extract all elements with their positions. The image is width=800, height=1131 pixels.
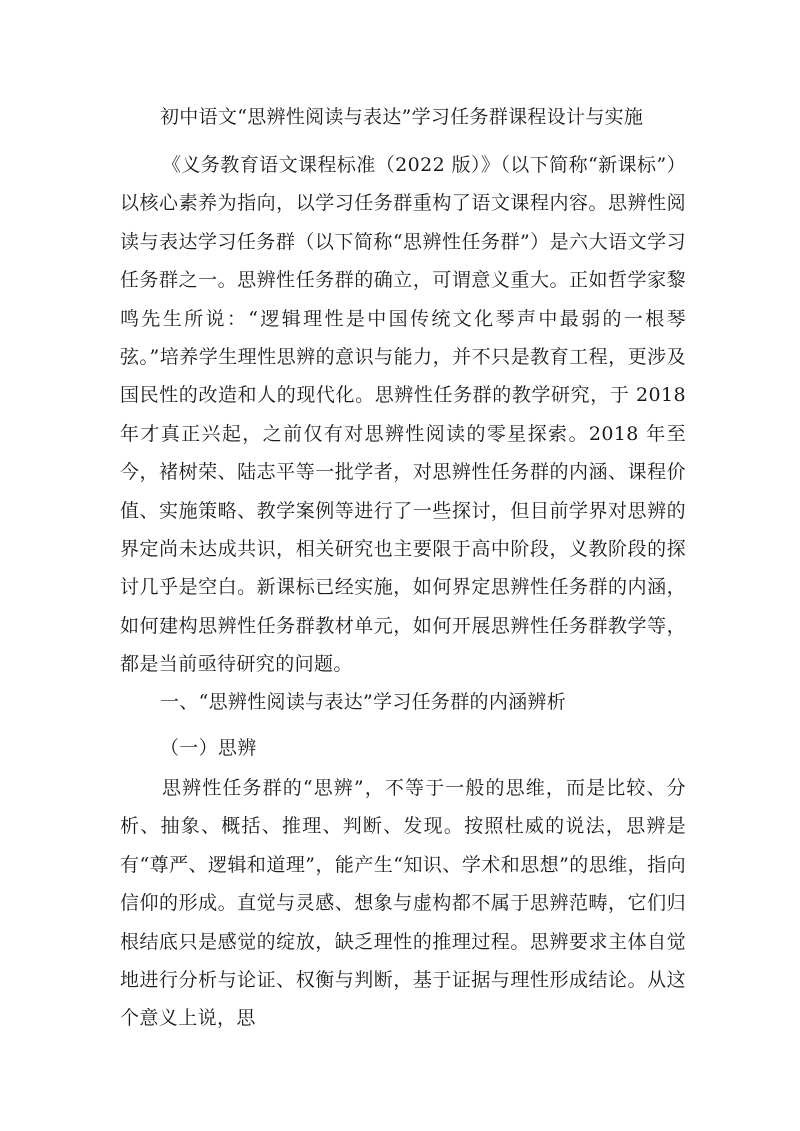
- section-heading: 一、“思辨性阅读与表达”学习任务群的内涵辨析: [160, 691, 567, 713]
- paragraph-siban: 思辨性任务群的“思辨”，不等于一般的思维，而是比较、分析、抽象、概括、推理、判断、发现。按照杜威的说法，思辨是有“尊严、逻辑和道理”，能产生“知识、学术和思想”的思维，指向信仰的形成。直觉与灵感、想象与虚构都不属于思辨范畴，它们归根结底只是感觉的绽放，缺乏理性的推理过程。思辨要求主体自觉地进行分析与论证、权衡与判断，基于证据与理性形成结论。从这个意义上说，思: [120, 777, 686, 1030]
- document-title: 初中语文“思辨性阅读与表达”学习任务群课程设计与实施: [160, 106, 644, 128]
- paragraph-intro: 《义务教育语文课程标准（2022 版）》（以下简称“新课标”）以核心素养为指向，以学习任务群重构了语文课程内容。思辨性阅读与表达学习任务群（以下简称“思辨性任务群”）是六大语文学习任务群之一。思辨性任务群的确立，可谓意义重大。正如哲学家黎鸣先生所说：“逻辑理性是中国传统文化琴声中最弱的一根琴弦。”培养学生理性思辨的意识与能力，并不只是教育工程，更涉及国民性的改造和人的现代化。思辨性任务群的教学研究，于 2018 年才真正兴起，之前仅有对思辨性阅读的零星探索。2018 年至今，褚树荣、陆志平等一批学者，对思辨性任务群的内涵、课程价值、实施策略、教学案例等进行了一些探讨，但目前学界对思辨的界定尚未达成共识，相关研究也主要限于高中阶段，义教阶段的探讨几乎是空白。新课标已经实施，如何界定思辨性任务群的内涵，如何建构思辨性任务群教材单元，如何开展思辨性任务群教学等，都是当前亟待研究的问题。: [120, 154, 686, 676]
- subsection-heading: （一）思辨: [160, 737, 257, 759]
